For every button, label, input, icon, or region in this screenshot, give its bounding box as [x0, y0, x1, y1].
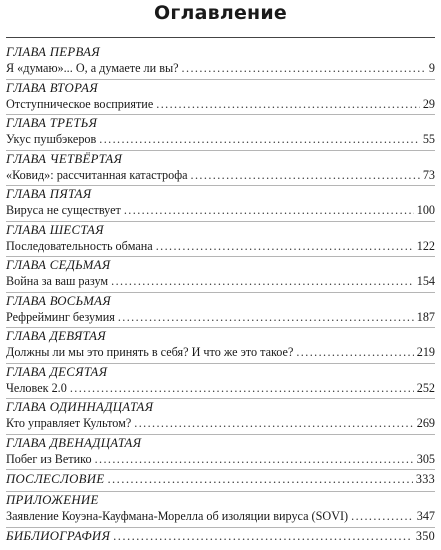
page-number: 122 — [416, 238, 435, 253]
bibliography-line — [6, 528, 435, 544]
chapter-heading: ГЛАВА ВТОРАЯ — [6, 80, 98, 95]
toc-entry-11[interactable] — [6, 399, 435, 435]
chapter-line — [6, 273, 435, 289]
appendix-title: Заявление Коуэна-Кауфмана-Морелла об изоляции вируса (SOVI) — [6, 509, 349, 523]
toc-entry-10[interactable] — [6, 364, 435, 400]
dot-leader — [182, 60, 426, 76]
chapter-title: Человек 2.0 — [6, 380, 67, 395]
chapter-heading: ГЛАВА ШЕСТАЯ — [6, 222, 104, 237]
chapter-title: Вируса не существует — [6, 203, 121, 217]
page-number: 219 — [416, 345, 435, 359]
chapter-line — [6, 60, 435, 76]
chapter-title: Кто управляет Культом? — [6, 416, 132, 430]
chapter-heading: ГЛАВА ДВЕНАДЦАТАЯ — [6, 435, 142, 450]
page-number: 73 — [422, 167, 435, 182]
table-of-contents — [6, 44, 435, 548]
afterword-heading: ПОСЛЕСЛОВИЕ — [6, 472, 105, 486]
chapter-heading: ГЛАВА ПЯТАЯ — [6, 187, 92, 201]
dot-leader — [111, 273, 414, 289]
chapter-title: «Ковид»: рассчитанная катастрофа — [6, 167, 188, 182]
chapter-heading: ГЛАВА СЕДЬМАЯ — [6, 258, 111, 272]
dot-leader — [118, 309, 414, 325]
chapter-line — [6, 167, 435, 183]
toc-entry-9[interactable] — [6, 328, 435, 364]
page-number: 100 — [416, 203, 435, 217]
afterword-line — [6, 470, 435, 487]
toc-entry-8[interactable] — [6, 293, 435, 329]
chapter-line — [6, 344, 435, 360]
chapter-title: Последовательность обмана — [6, 238, 153, 253]
dot-leader — [156, 238, 414, 254]
chapter-title: Война за ваш разум — [6, 274, 109, 288]
dot-leader — [70, 380, 414, 396]
chapter-title: Должны ли мы это принять в себя? И что же это такое? — [6, 345, 294, 359]
page-number: 269 — [416, 416, 435, 430]
toc-entry-7[interactable] — [6, 257, 435, 293]
chapter-heading: ГЛАВА ЧЕТВЁРТАЯ — [6, 151, 123, 166]
chapter-line — [6, 238, 435, 254]
chapter-title: Рефрейминг безумия — [6, 309, 115, 324]
dot-leader — [107, 472, 412, 487]
appendix-heading: ПРИЛОЖЕНИЕ — [6, 493, 99, 507]
toc-entry-4[interactable] — [6, 151, 435, 187]
chapter-title: Побег из Ветико — [6, 451, 92, 466]
page-number: 252 — [416, 380, 435, 395]
page-number: 350 — [415, 528, 435, 543]
page-number: 187 — [416, 309, 435, 324]
page-number: 154 — [416, 274, 435, 288]
chapter-line — [6, 202, 435, 218]
toc-entry-6[interactable] — [6, 222, 435, 258]
page-number: 347 — [416, 509, 435, 523]
chapter-heading: ГЛАВА ПЕРВАЯ — [6, 45, 100, 59]
title-divider — [6, 37, 435, 38]
appendix-line — [6, 508, 435, 524]
chapter-heading: ГЛАВА ТРЕТЬЯ — [6, 116, 98, 130]
chapter-heading: ГЛАВА ДЕСЯТАЯ — [6, 364, 108, 379]
chapter-title: Я «думаю»... О, а думаете ли вы? — [6, 61, 179, 75]
page-number: 55 — [422, 132, 435, 146]
toc-entry-bibliography[interactable] — [6, 528, 435, 548]
chapter-line — [6, 451, 435, 467]
toc-entry-12[interactable] — [6, 435, 435, 471]
dot-leader — [95, 451, 414, 467]
dot-leader — [156, 96, 420, 112]
page-number: 29 — [422, 96, 435, 111]
toc-entry-5[interactable] — [6, 186, 435, 222]
page-number: 333 — [415, 472, 435, 486]
chapter-line — [6, 380, 435, 396]
toc-entry-1[interactable] — [6, 44, 435, 80]
bibliography-heading: БИБЛИОГРАФИЯ — [6, 528, 111, 543]
toc-entry-afterword[interactable] — [6, 470, 435, 492]
chapter-line — [6, 309, 435, 325]
chapter-line — [6, 131, 435, 147]
page-number: 9 — [428, 61, 435, 75]
page-title: Оглавление — [154, 2, 287, 24]
toc-entry-appendix[interactable] — [6, 492, 435, 528]
page-number: 305 — [416, 451, 435, 466]
dot-leader — [351, 508, 414, 524]
toc-entry-3[interactable] — [6, 115, 435, 151]
dot-leader — [296, 344, 413, 360]
chapter-line — [6, 96, 435, 112]
chapter-heading: ГЛАВА ВОСЬМАЯ — [6, 293, 112, 308]
dot-leader — [99, 131, 420, 147]
chapter-line — [6, 415, 435, 431]
dot-leader — [113, 529, 413, 544]
chapter-title: Укус пушбэкеров — [6, 132, 97, 146]
toc-entry-2[interactable] — [6, 80, 435, 116]
dot-leader — [134, 415, 413, 431]
dot-leader — [124, 202, 414, 218]
dot-leader — [191, 167, 420, 183]
chapter-title: Отступническое восприятие — [6, 96, 154, 111]
chapter-heading: ГЛАВА ОДИННАДЦАТАЯ — [6, 400, 154, 414]
chapter-heading: ГЛАВА ДЕВЯТАЯ — [6, 329, 106, 343]
